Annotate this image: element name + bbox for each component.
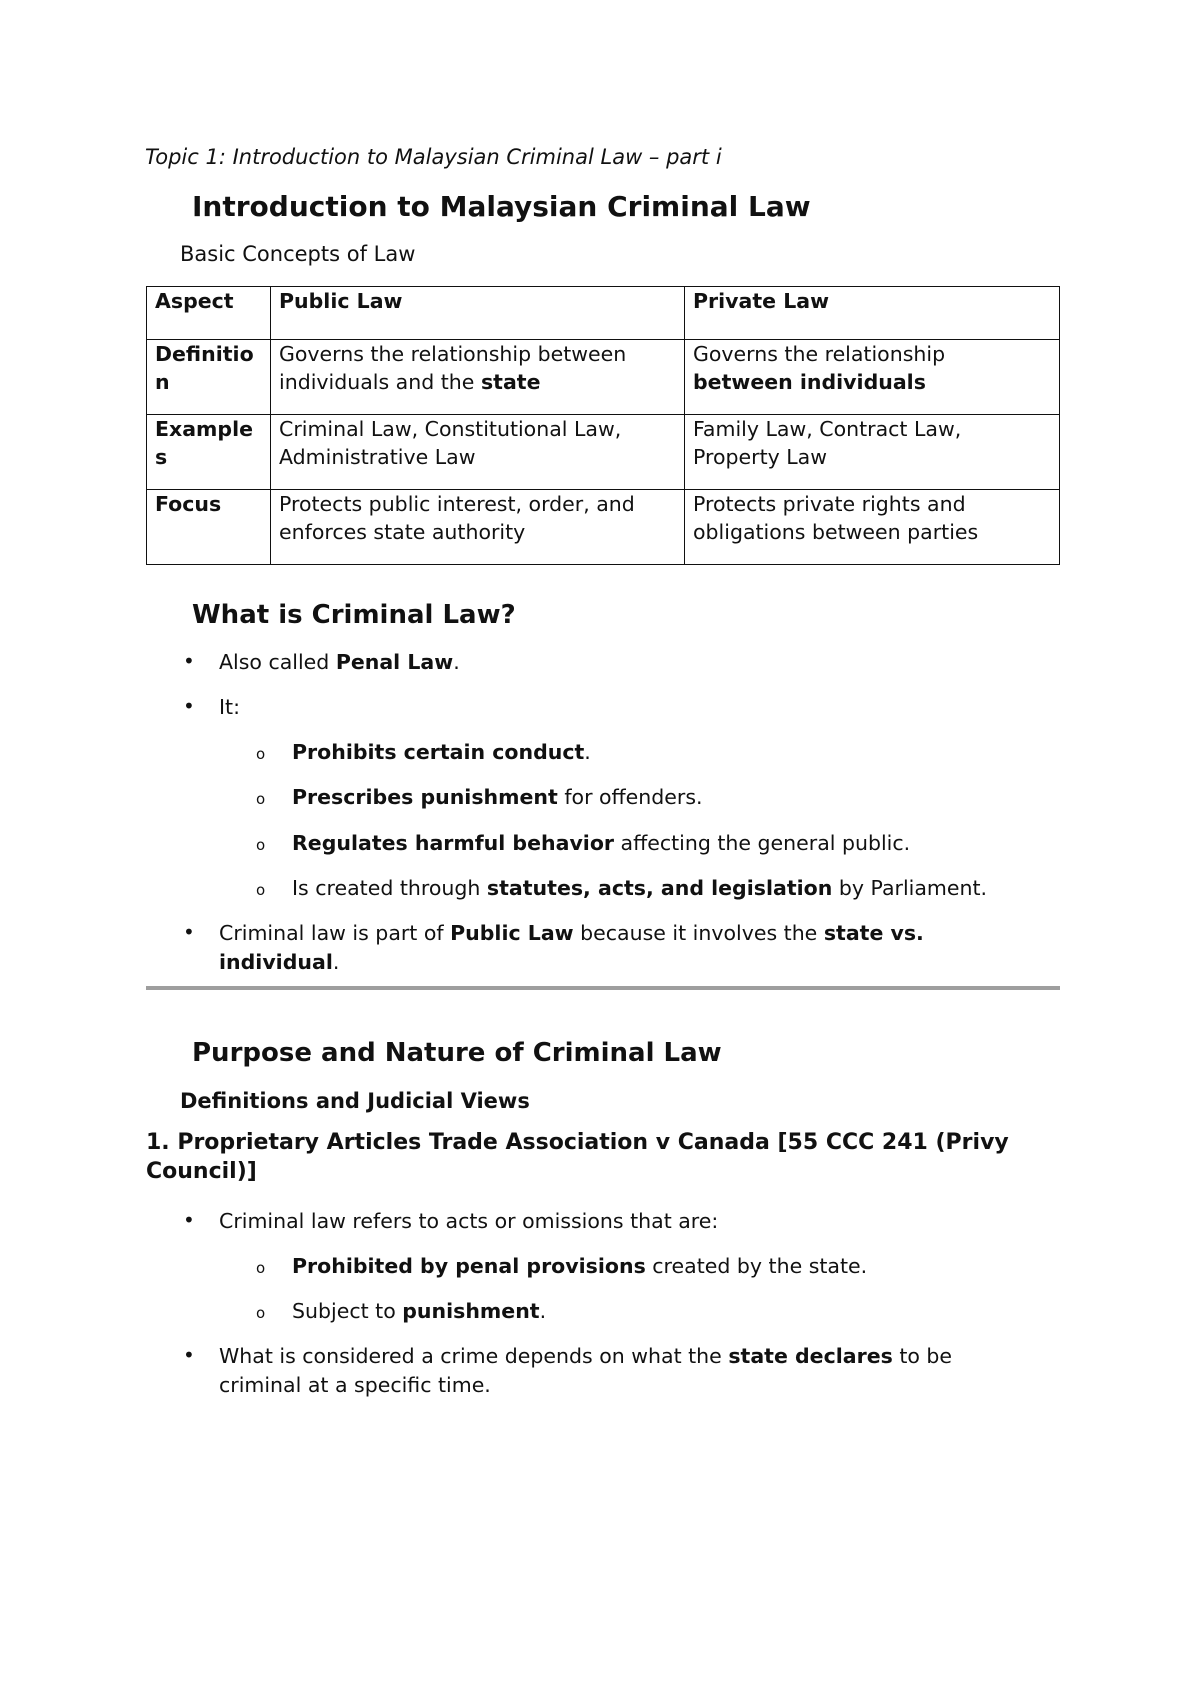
bullet-marker: • [183,920,195,944]
table-header-cell: Aspect [147,287,271,340]
sub-bullet-marker: o [256,836,266,854]
table-cell-public [271,340,685,415]
item-bold-text: Prohibits certain conduct [292,740,585,764]
item-text: to be criminal at a specific time. [219,1344,953,1397]
table-header-cell: Public Law [271,287,685,340]
item-bold-text: Prescribes punishment [292,785,558,809]
item-text: affecting the general public. [614,831,911,855]
table-cell-aspect: Focus [147,490,271,565]
list-item [292,874,1082,903]
horizontal-rule [146,986,1060,990]
item-bold-text: Penal Law [335,650,454,674]
bullet-marker: • [183,649,195,673]
item-text: . [539,1299,547,1323]
sub-bullet-marker: o [256,1259,266,1277]
bullet-marker: • [183,694,195,718]
item-bold-text: Public Law [450,921,574,945]
table-cell-public: Protects public interest, order, and enforces state authority [271,490,685,565]
table-row [147,415,1060,490]
list-item: It: [219,695,240,719]
item-text: . [453,650,460,674]
document-title: Introduction to Malaysian Criminal Law [192,190,811,223]
list-item [292,738,1052,767]
case-title: 1. Proprietary Articles Trade Association v Canada [55 CCC 241 (Privy Council)] [146,1130,1009,1184]
sub-bullet-marker: o [256,790,266,808]
item-text: created by the state. [645,1254,868,1278]
list-item [292,1297,1052,1326]
cell-text: Governs the relationship between individuals and the [279,342,627,394]
item-bold-text: statutes, acts, and legislation [486,876,833,900]
list-item [292,783,1052,812]
table-header-cell: Private Law [685,287,1060,340]
topic-line: Topic 1: Introduction to Malaysian Criminal Law – part i [145,145,722,169]
cell-bold-text: between individuals [693,370,926,394]
bullet-marker: • [183,1208,195,1232]
basic-concepts-heading: Basic Concepts of Law [180,242,416,266]
item-text: for offenders. [557,785,703,809]
item-text: Subject to [292,1299,403,1323]
list-item [219,648,1039,677]
item-text: . [584,740,591,764]
item-bold-text: Regulates harmful behavior [292,831,615,855]
what-is-heading: What is Criminal Law? [192,600,516,630]
item-bold-text: punishment [402,1299,540,1323]
item-bold-text: state declares [728,1344,893,1368]
cell-text: Governs the relationship [693,342,946,366]
item-text: Criminal law is part of [219,921,451,945]
list-item [219,1342,1039,1400]
bullet-marker: • [183,1343,195,1367]
table-cell-aspect: Examples [147,415,271,490]
item-text: because it involves the [573,921,824,945]
list-item: Criminal law refers to acts or omissions that are: [219,1209,719,1233]
law-comparison-table [146,286,1060,565]
item-text: Is created through [292,876,487,900]
table-row [147,340,1060,415]
definitions-subheading: Definitions and Judicial Views [180,1089,530,1113]
item-bold-text: Prohibited by penal provisions [292,1254,646,1278]
item-text: Also called [219,650,336,674]
item-text: What is considered a crime depends on what the [219,1344,729,1368]
table-cell-aspect: Definition [147,340,271,415]
table-header-row [147,287,1060,340]
table-cell-private: Protects private rights and obligations between parties [685,490,1060,565]
table-cell-public: Criminal Law, Constitutional Law, Administrative Law [271,415,685,490]
table-cell-private: Family Law, Contract Law, Property Law [685,415,1060,490]
list-item [292,1252,1052,1281]
list-item [292,829,1052,858]
table-cell-private [685,340,1060,415]
sub-bullet-marker: o [256,881,266,899]
sub-bullet-marker: o [256,745,266,763]
item-text: by Parliament. [832,876,988,900]
list-item [219,919,999,977]
cell-bold-text: state [480,370,541,394]
table-row [147,490,1060,565]
item-text: . [332,950,340,974]
purpose-heading: Purpose and Nature of Criminal Law [192,1038,722,1068]
item-bold-text: state vs. individual [219,921,924,974]
sub-bullet-marker: o [256,1304,266,1322]
